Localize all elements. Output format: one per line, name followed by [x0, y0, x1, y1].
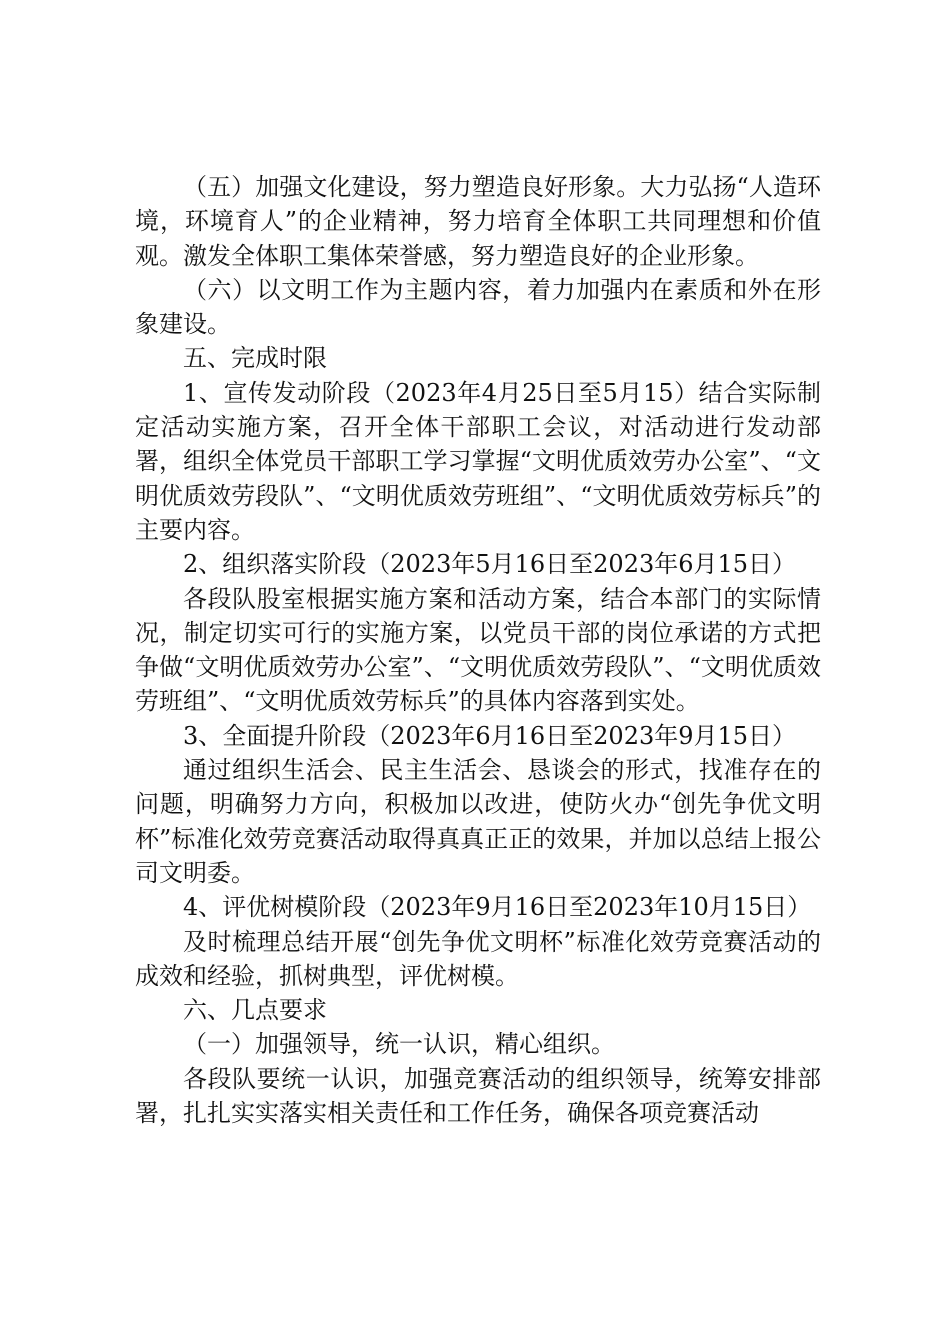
- paragraph-stage-4-body: 及时梳理总结开展“创先争优文明杯”标准化效劳竞赛活动的成效和经验，抓树典型，评优树模。: [135, 927, 821, 990]
- paragraph-stage-1: 1、宣传发动阶段（2023年4月25日至5月15）结合实际制定活动实施方案，召开全体干部职工会议，对活动进行发动部署，组织全体党员干部职工学习掌握“文明优质效劳办公室”、“文明优质效劳段队”、“文明优质效劳班组”、“文明优质效劳标兵”的主要内容。: [135, 378, 821, 544]
- paragraph-stage-4-title: 4、评优树模阶段（2023年9月16日至2023年10月15日）: [183, 893, 812, 922]
- heading-completion-deadline: 五、完成时限: [183, 344, 327, 373]
- heading-requirements: 六、几点要求: [183, 996, 327, 1025]
- paragraph-stage-3-body: 通过组织生活会、民主生活会、恳谈会的形式，找准存在的问题，明确努力方向，积极加以改进，使防火办“创先争优文明杯”标准化效劳竞赛活动取得真真正正的效果，并加以总结上报公司文明委。: [135, 756, 821, 887]
- paragraph-stage-2-body: 各段队股室根据实施方案和活动方案，结合本部门的实际情况，制定切实可行的实施方案，以党员干部的岗位承诺的方式把争做“文明优质效劳办公室”、“文明优质效劳段队”、“文明优质效劳班组”、“文明优质效劳标兵”的具体内容落到实处。: [135, 584, 821, 716]
- paragraph-requirement-1-body: 各段队要统一认识，加强竞赛活动的组织领导，统筹安排部署，扎扎实实落实相关责任和工作任务，确保各项竞赛活动: [135, 1064, 821, 1128]
- document-body: [135, 170, 821, 1130]
- paragraph-culture-building: （五）加强文化建设，努力塑造良好形象。大力弘扬“人造环境，环境育人”的企业精神，努力培育全体职工共同理想和价值观。激发全体职工集体荣誉感，努力塑造良好的企业形象。: [135, 173, 821, 270]
- paragraph-requirement-1-title: （一）加强领导，统一认识，精心组织。: [183, 1030, 615, 1059]
- paragraph-stage-3-title: 3、全面提升阶段（2023年6月16日至2023年9月15日）: [183, 721, 797, 750]
- paragraph-civilization-theme: （六）以文明工作为主题内容，着力加强内在素质和外在形象建设。: [135, 275, 821, 339]
- paragraph-stage-2-title: 2、组织落实阶段（2023年5月16日至2023年6月15日）: [183, 550, 797, 579]
